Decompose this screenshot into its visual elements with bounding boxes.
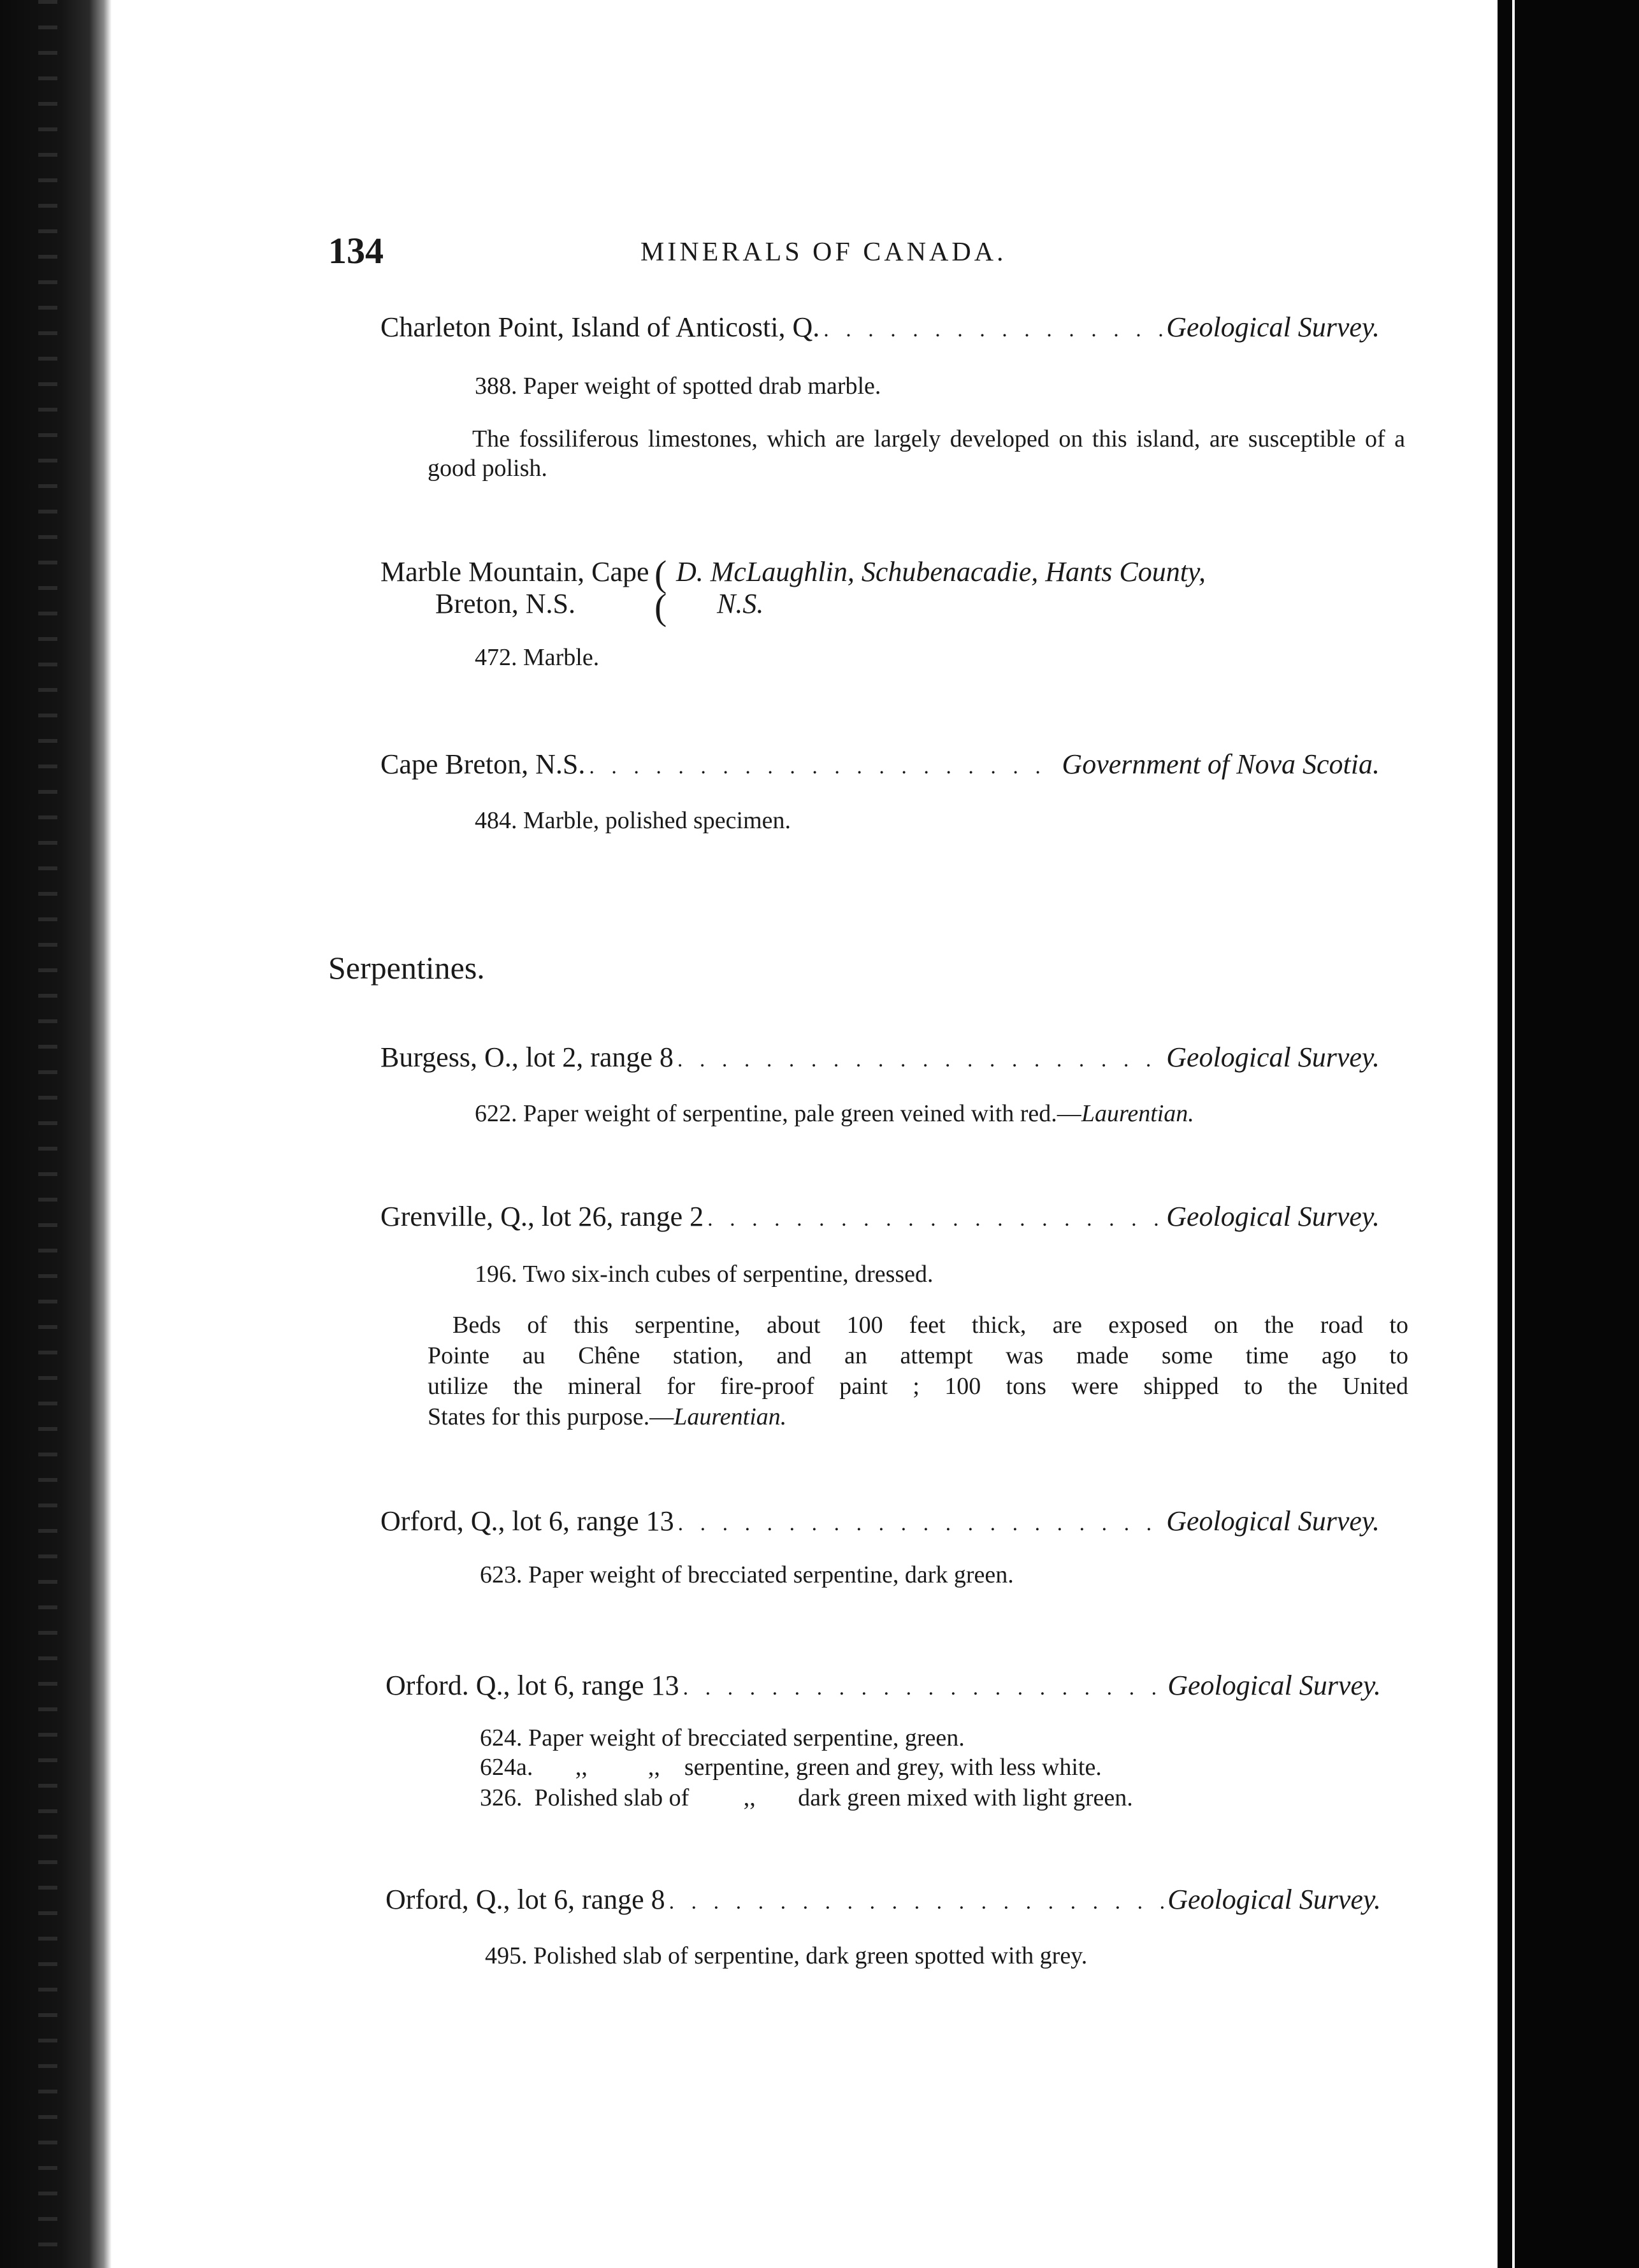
scan-binding-shadow xyxy=(0,0,112,2268)
entry-anticosti xyxy=(380,311,1380,343)
page-number: 134 xyxy=(328,230,384,271)
entry-source: Geological Survey. xyxy=(1166,1201,1380,1232)
entry-place: Grenville, Q., lot 26, range 2 xyxy=(380,1201,704,1232)
specimen-text: 622. Paper weight of serpentine, pale green veined with red.— xyxy=(475,1100,1081,1127)
specimen-item: 484. Marble, polished specimen. xyxy=(475,807,791,834)
entry-source: Geological Survey. xyxy=(1167,1670,1381,1701)
leader-dots xyxy=(683,1676,1164,1700)
note-line: Beds of this serpentine, about 100 feet thick, are exposed on the road to xyxy=(452,1312,1408,1339)
brace-symbol: ( xyxy=(654,586,667,628)
entry-orford-3 xyxy=(386,1883,1381,1916)
entry-source: Geological Survey. xyxy=(1167,1884,1381,1915)
entry-place: Orford. Q., lot 6, range 13 xyxy=(386,1670,679,1701)
entry-burgess xyxy=(380,1041,1380,1073)
entry-place: Cape Breton, N.S. xyxy=(380,749,586,780)
specimen-item: 388. Paper weight of spotted drab marble. xyxy=(475,373,881,399)
specimen-item: 624a. ,, ,, serpentine, green and grey, with less white. xyxy=(480,1754,1102,1781)
brace-symbol: ( xyxy=(654,553,667,594)
leader-dots xyxy=(678,1512,1163,1536)
leader-dots xyxy=(589,755,1058,779)
note-text: States for this purpose.— xyxy=(428,1403,674,1430)
specimen-item: 472. Marble. xyxy=(475,644,600,671)
leader-dots xyxy=(823,318,1162,342)
entry-place-line2: Breton, N.S. xyxy=(435,588,575,619)
note-line: Pointe au Chêne station, and an attempt was made some time ago to xyxy=(428,1342,1408,1369)
leader-dots xyxy=(707,1207,1162,1231)
entry-orford-1 xyxy=(380,1505,1380,1537)
section-heading: Serpentines. xyxy=(328,950,485,986)
entry-source: Geological Survey. xyxy=(1166,1042,1380,1073)
scan-right-edge xyxy=(1498,0,1639,2268)
specimen-item: 624. Paper weight of brecciated serpentine, green. xyxy=(480,1725,965,1751)
entry-source: Government of Nova Scotia. xyxy=(1062,749,1380,780)
entry-grenville xyxy=(380,1200,1380,1233)
specimen-item: 623. Paper weight of brecciated serpentine, dark green. xyxy=(480,1561,1014,1588)
entry-place: Burgess, O., lot 2, range 8 xyxy=(380,1042,674,1073)
entry-cape-breton xyxy=(380,748,1380,780)
entry-orford-2 xyxy=(386,1669,1381,1702)
book-page xyxy=(112,0,1498,2268)
entry-place: Charleton Point, Island of Anticosti, Q. xyxy=(380,312,820,343)
entry-place-line1: Marble Mountain, Cape xyxy=(380,556,649,587)
leader-dots xyxy=(677,1048,1162,1072)
entry-note: The fossiliferous limestones, which are largely developed on this island, are susceptible of a good polish. xyxy=(428,426,1405,482)
specimen-item: 326. Polished slab of ,, dark green mixed with light green. xyxy=(480,1784,1133,1811)
formation-name: Laurentian. xyxy=(674,1403,787,1430)
entry-source-line2: N.S. xyxy=(717,588,764,619)
entry-place: Orford, Q., lot 6, range 13 xyxy=(380,1505,674,1537)
entry-source: Geological Survey. xyxy=(1166,1505,1380,1537)
note-line: utilize the mineral for fire-proof paint ; 100 tons were shipped to the United xyxy=(428,1373,1408,1400)
entry-source: Geological Survey. xyxy=(1166,312,1380,343)
running-title: MINERALS OF CANADA. xyxy=(640,238,1007,267)
specimen-item xyxy=(475,1100,1194,1128)
note-line xyxy=(428,1403,786,1431)
leader-dots xyxy=(669,1890,1164,1914)
specimen-item: 196. Two six-inch cubes of serpentine, dressed. xyxy=(475,1261,934,1288)
formation-name: Laurentian. xyxy=(1081,1100,1194,1127)
scan-right-edge-line xyxy=(1512,0,1515,2268)
specimen-item: 495. Polished slab of serpentine, dark green spotted with grey. xyxy=(485,1942,1088,1969)
entry-place: Orford, Q., lot 6, range 8 xyxy=(386,1884,665,1915)
entry-source-line1: D. McLaughlin, Schubenacadie, Hants County, xyxy=(676,556,1206,587)
